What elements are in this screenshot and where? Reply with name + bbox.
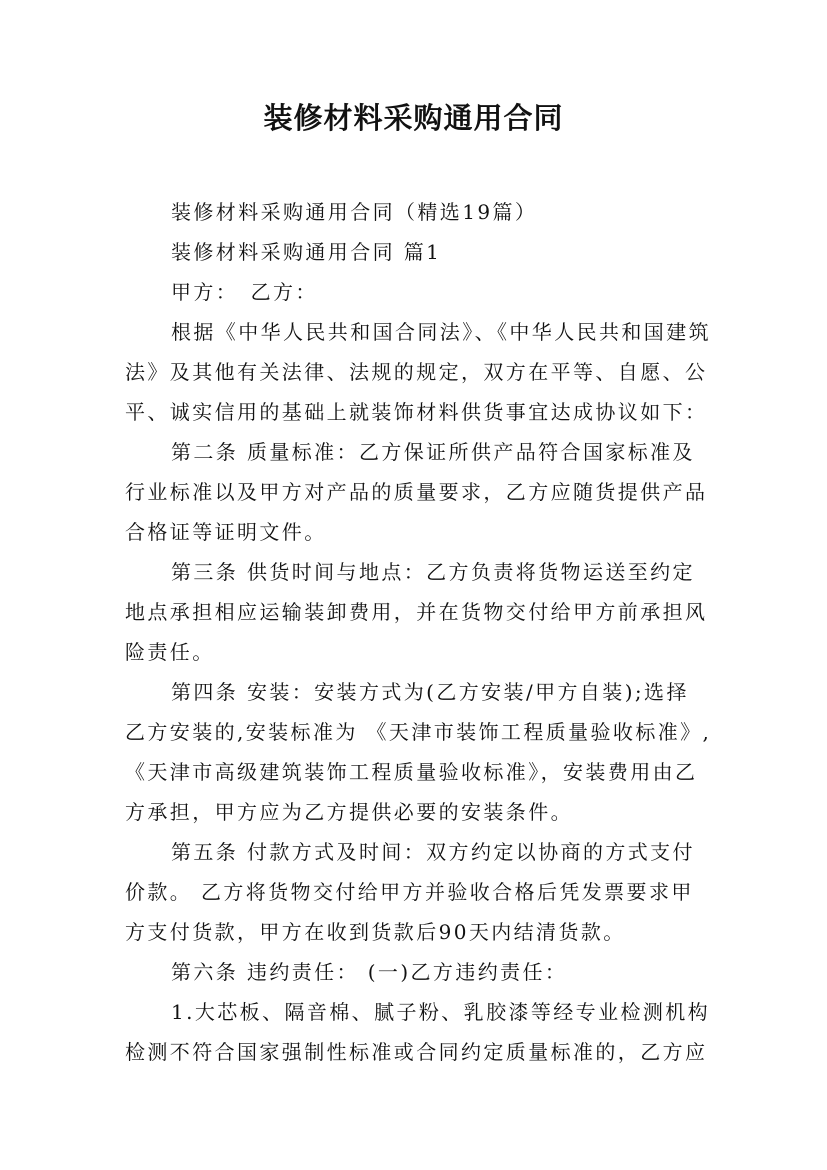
text-line: 第四条 安装：安装方式为(乙方安装/甲方自装);选择 (171, 680, 689, 704)
text-line: 第五条 付款方式及时间：双方约定以协商的方式支付 (171, 840, 695, 864)
document-body (125, 192, 712, 1072)
text-line: 平、诚实信用的基础上就装饰材料供货事宜达成协议如下： (125, 400, 708, 424)
text-line: 装修材料采购通用合同（精选19篇） (171, 200, 538, 224)
text-line: 装修材料采购通用合同 篇1 (171, 240, 442, 264)
text-line: 法》及其他有关法律、法规的规定，双方在平等、自愿、公 (125, 360, 708, 384)
text-line: 乙方安装的,安装标准为 《天津市装饰工程质量验收标准》, (125, 720, 712, 744)
text-line: 地点承担相应运输装卸费用，并在货物交付给甲方前承担风 (125, 600, 708, 624)
document-title: 装修材料采购通用合同 (263, 101, 564, 135)
text-line: 1.大芯板、隔音棉、腻子粉、乳胶漆等经专业检测机构 (171, 1000, 711, 1024)
text-line: 方承担，甲方应为乙方提供必要的安装条件。 (125, 800, 573, 824)
text-line: 第三条 供货时间与地点：乙方负责将货物运送至约定 (171, 560, 695, 584)
text-line: 方支付货款，甲方在收到货款后90天内结清货款。 (125, 920, 626, 944)
text-line: 《天津市高级建筑装饰工程质量验收标准》，安装费用由乙 (125, 760, 698, 784)
text-line: 第六条 违约责任： (一)乙方违约责任： (171, 960, 568, 984)
text-line: 险责任。 (125, 640, 215, 664)
text-line: 甲方： 乙方： (171, 280, 318, 304)
text-line: 根据《中华人民共和国合同法》、《中华人民共和国建筑 (171, 320, 711, 344)
text-line: 检测不符合国家强制性标准或合同约定质量标准的，乙方应 (125, 1040, 708, 1064)
text-line: 合格证等证明文件。 (125, 520, 327, 544)
text-line: 价款。 乙方将货物交付给甲方并验收合格后凭发票要求甲 (125, 880, 694, 904)
text-line: 行业标准以及甲方对产品的质量要求，乙方应随货提供产品 (125, 480, 708, 504)
text-line: 第二条 质量标准：乙方保证所供产品符合国家标准及 (171, 440, 695, 464)
